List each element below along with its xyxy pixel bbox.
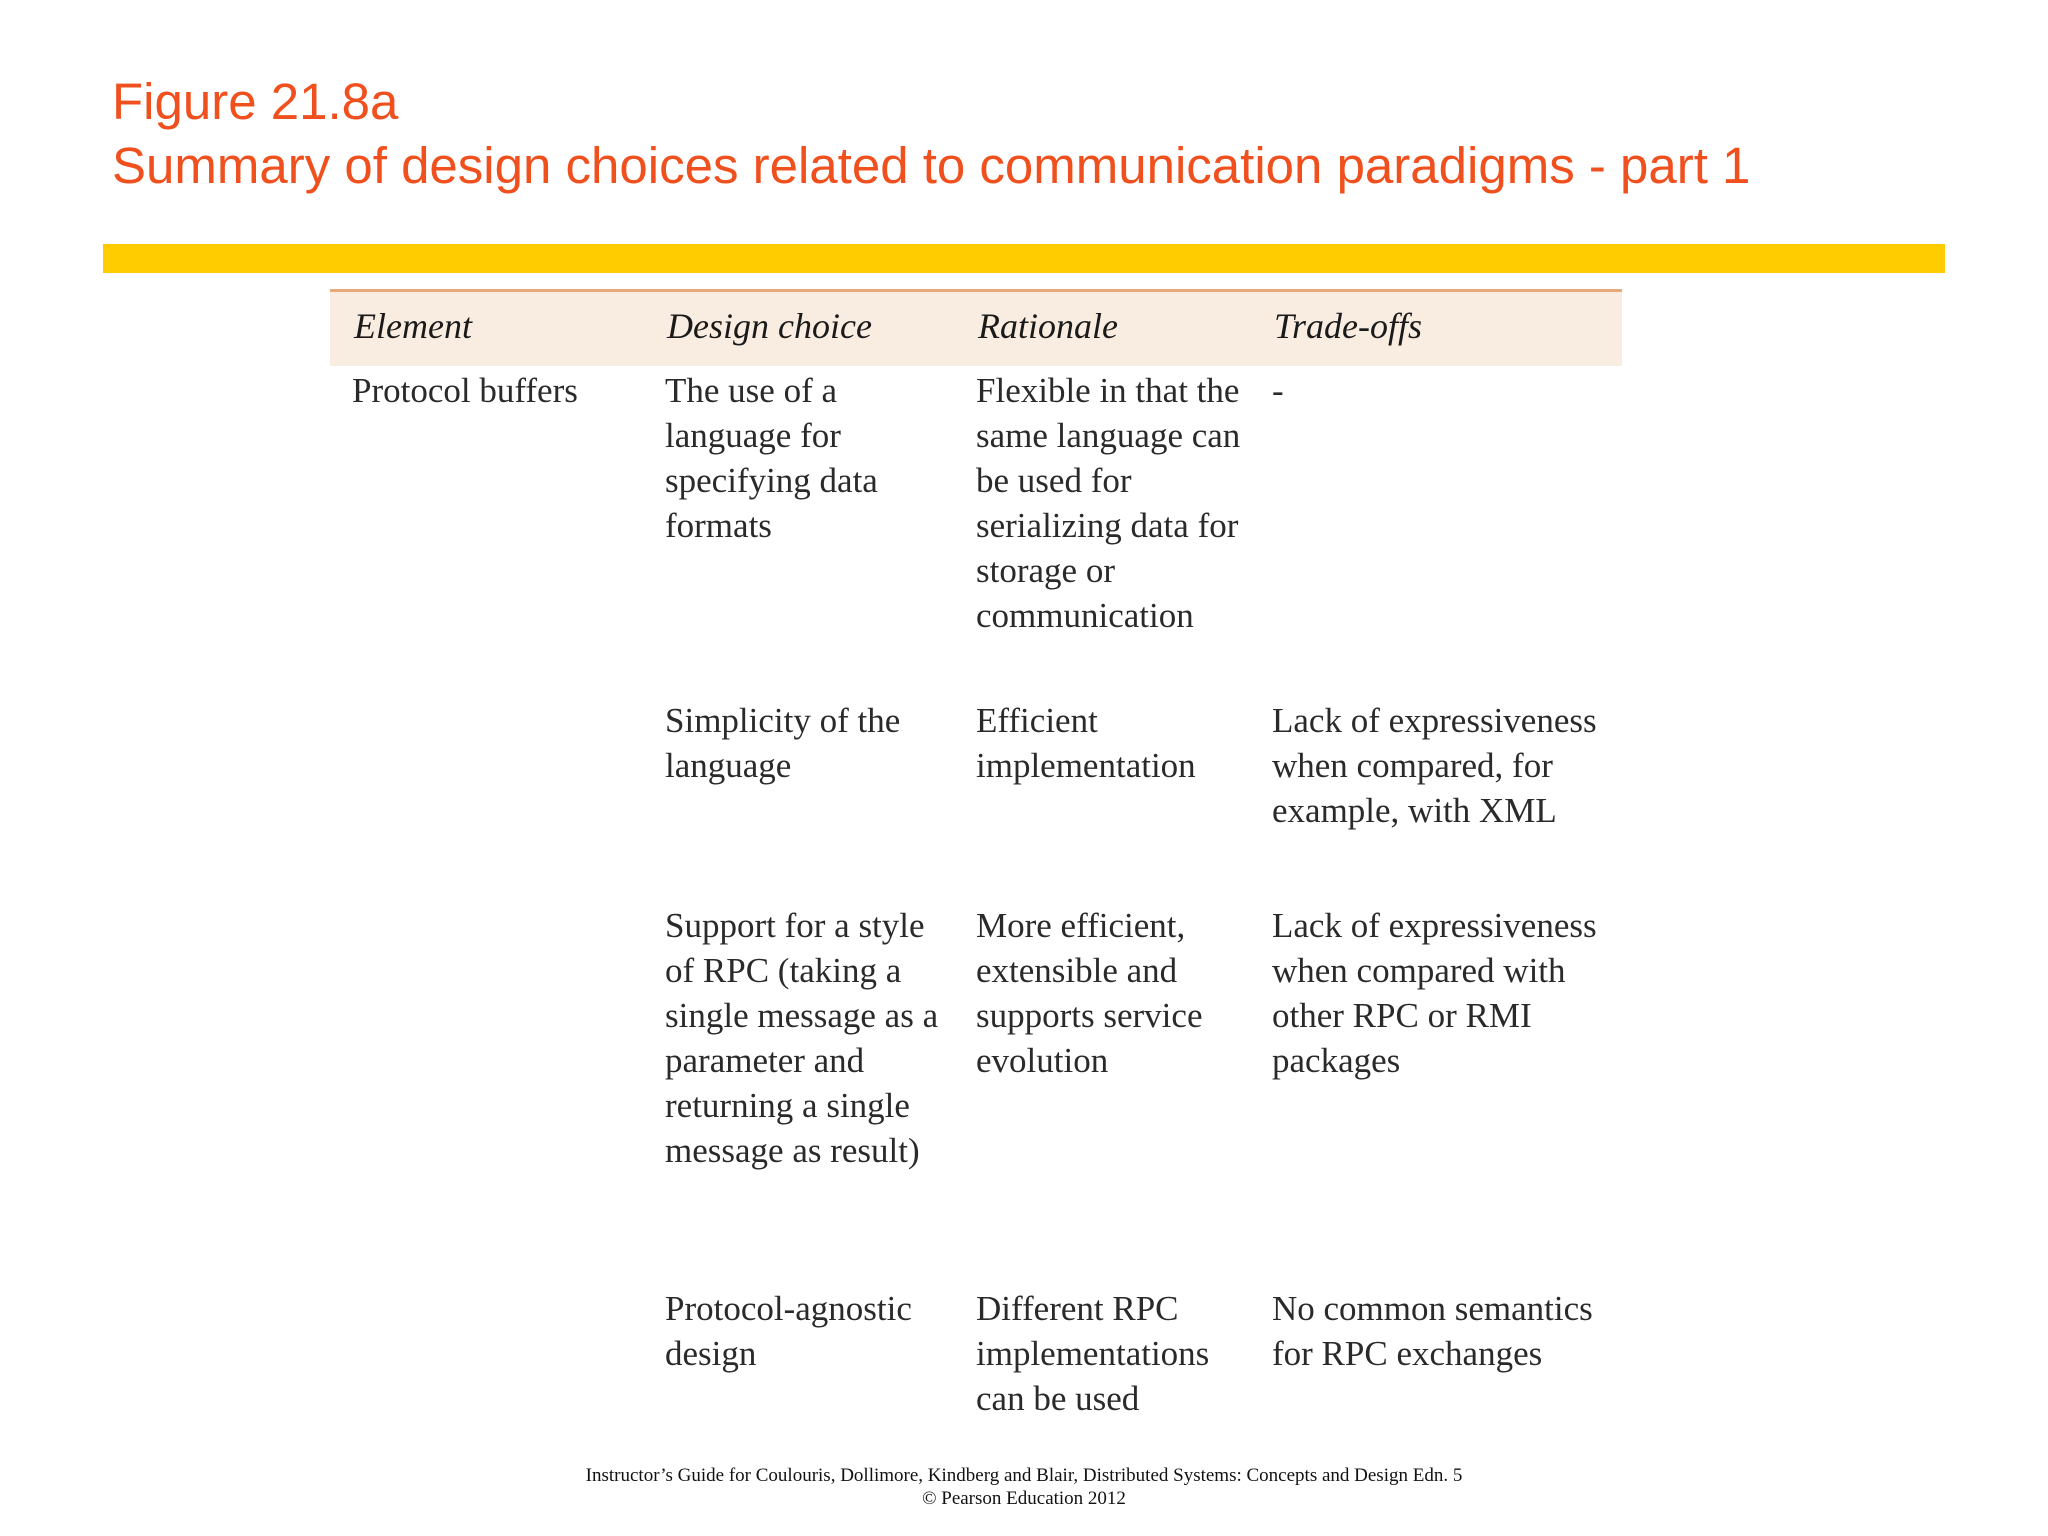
cell-trade-offs: No common semantics for RPC exchanges xyxy=(1272,1289,1593,1373)
design-choices-table xyxy=(330,289,1622,1426)
cell-rationale: Flexible in that the same language can be used for serializing data for storage or communication xyxy=(976,371,1241,635)
cell-design-choice: Protocol-agnostic design xyxy=(665,1289,912,1373)
figure-caption: Summary of design choices related to communication paradigms - part 1 xyxy=(112,137,1751,194)
header-element: Element xyxy=(354,306,472,346)
cell-rationale: Different RPC implementations can be used xyxy=(976,1289,1210,1418)
cell-element xyxy=(330,903,643,1286)
title-divider-bar xyxy=(103,244,1945,273)
cell-element xyxy=(330,698,643,903)
table-header-row xyxy=(330,291,1622,367)
cell-element xyxy=(330,1286,643,1426)
figure-number: Figure 21.8a xyxy=(112,73,399,130)
header-design-choice: Design choice xyxy=(667,306,872,346)
header-trade-offs: Trade-offs xyxy=(1274,306,1423,346)
cell-trade-offs: Lack of expressiveness when compared, for example, with XML xyxy=(1272,701,1597,830)
cell-trade-offs: Lack of expressiveness when compared with other RPC or RMI packages xyxy=(1272,906,1597,1080)
cell-design-choice: Simplicity of the language xyxy=(665,701,901,785)
table-row xyxy=(330,698,1622,903)
slide-title xyxy=(112,70,1750,198)
cell-trade-offs: - xyxy=(1272,371,1284,410)
footer-citation: Instructor’s Guide for Coulouris, Dollimore, Kindberg and Blair, Distributed Systems: Concepts and Design Edn. 5 xyxy=(585,1465,1463,1486)
table-row xyxy=(330,366,1622,698)
table-row xyxy=(330,1286,1622,1426)
cell-rationale: Efficient implementation xyxy=(976,701,1196,785)
footer-copyright: © Pearson Education 2012 xyxy=(922,1488,1126,1509)
slide-footer xyxy=(0,1464,2048,1510)
cell-rationale: More efficient, extensible and supports service evolution xyxy=(976,906,1203,1080)
cell-design-choice: Support for a style of RPC (taking a single message as a parameter and returning a single message as result) xyxy=(665,906,939,1170)
cell-design-choice: The use of a language for specifying data formats xyxy=(665,371,878,545)
header-rationale: Rationale xyxy=(978,306,1118,346)
cell-element: Protocol buffers xyxy=(352,371,578,410)
design-choices-table-container xyxy=(330,289,1622,1426)
table-row xyxy=(330,903,1622,1286)
